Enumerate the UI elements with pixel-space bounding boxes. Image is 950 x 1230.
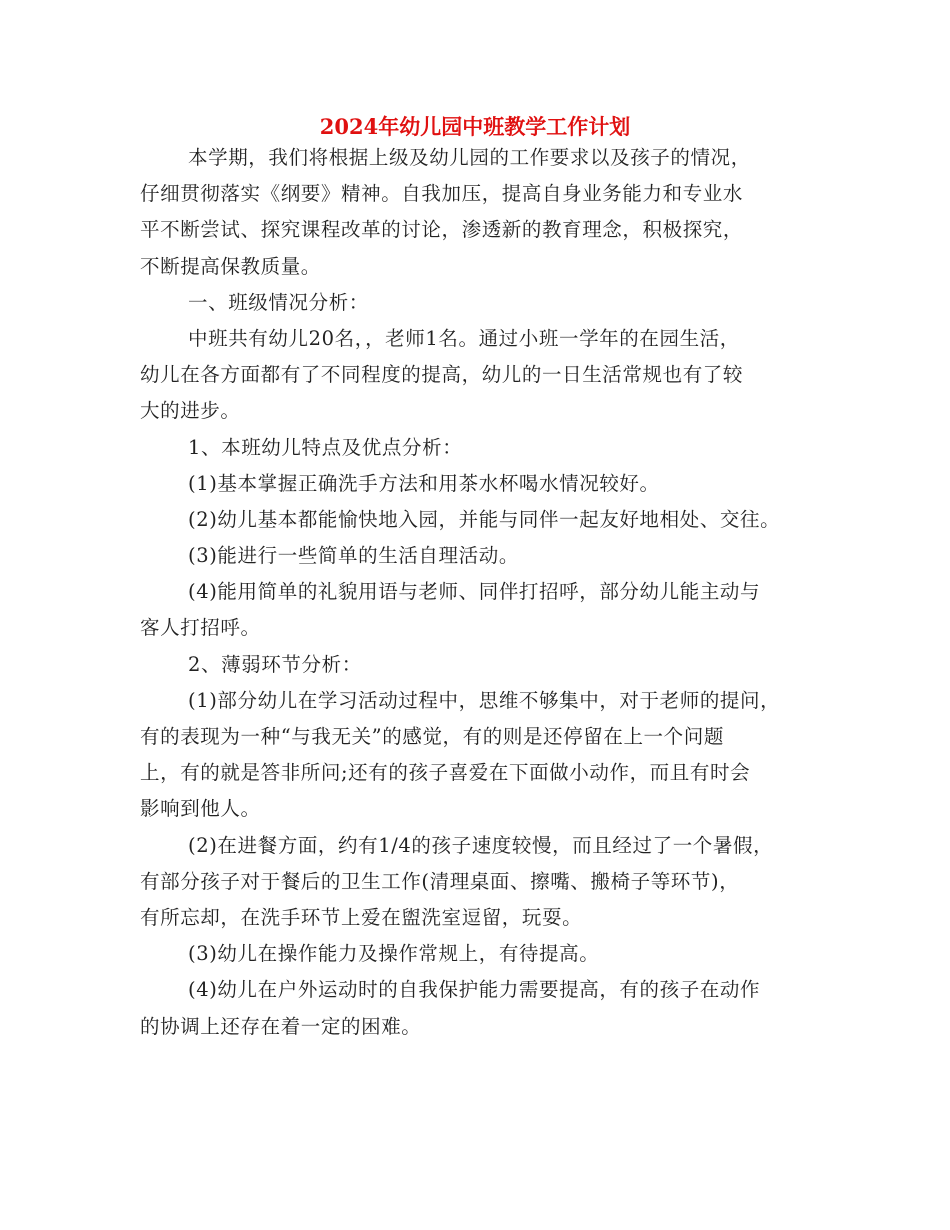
body-text-line: 客人打招呼。 <box>140 616 261 640</box>
document-body <box>140 140 820 1045</box>
body-text-line: 仔细贯彻落实《纲要》精神。自我加压，提高自身业务能力和专业水 <box>140 182 744 206</box>
body-text-line: 的协调上还存在着一定的困难。 <box>140 1014 422 1038</box>
body-text-line: (1)基本掌握正确洗手方法和用茶水杯喝水情况较好。 <box>188 471 660 495</box>
body-text-line: 中班共有幼儿20名，，老师1名。通过小班一学年的在园生活， <box>188 326 740 350</box>
body-text-line: (3)能进行一些简单的生活自理活动。 <box>188 544 519 568</box>
body-text-line: (3)幼儿在操作能力及操作常规上，有待提高。 <box>188 942 600 966</box>
body-text-line: 有的表现为一种“与我无关”的感觉，有的则是还停留在上一个问题 <box>140 725 724 748</box>
body-text-line: 不断提高保教质量。 <box>140 254 321 278</box>
body-text-line: 影响到他人。 <box>140 797 261 821</box>
body-text-line: (2)在进餐方面，约有1/4的孩子速度较慢，而且经过了一个暑假， <box>188 833 774 857</box>
body-text-line: 一、班级情况分析： <box>188 290 369 314</box>
body-text-line: (2)幼儿基本都能愉快地入园，并能与同伴一起友好地相处、交往。 <box>188 507 781 531</box>
body-text-line: 平不断尝试、探究课程改革的讨论，渗透新的教育理念，积极探究， <box>140 218 744 242</box>
body-text-line: 1、本班幼儿特点及优点分析： <box>188 435 463 459</box>
body-text-line: 有部分孩子对于餐后的卫生工作(清理桌面、擦嘴、搬椅子等环节)， <box>140 869 740 893</box>
body-text-line: (4)幼儿在户外运动时的自我保护能力需要提高，有的孩子在动作 <box>188 978 761 1002</box>
body-text-line: (1)部分幼儿在学习活动过程中，思维不够集中，对于老师的提问， <box>188 688 781 712</box>
document-title: 2024年幼儿园中班教学工作计划 <box>319 114 631 139</box>
body-text-line: 有所忘却，在洗手环节上爱在盥洗室逗留，玩耍。 <box>140 905 583 929</box>
body-text-line: 本学期，我们将根据上级及幼儿园的工作要求以及孩子的情况， <box>188 146 751 169</box>
body-text-line: 幼儿在各方面都有了不同程度的提高，幼儿的一日生活常规也有了较 <box>140 363 744 387</box>
body-text-line: 2、薄弱环节分析： <box>188 652 362 676</box>
body-text-line: 上，有的就是答非所问;还有的孩子喜爱在下面做小动作，而且有时会 <box>140 761 751 785</box>
body-text-line: (4)能用简单的礼貌用语与老师、同伴打招呼，部分幼儿能主动与 <box>188 580 761 604</box>
body-text-line: 大的进步。 <box>140 399 241 423</box>
